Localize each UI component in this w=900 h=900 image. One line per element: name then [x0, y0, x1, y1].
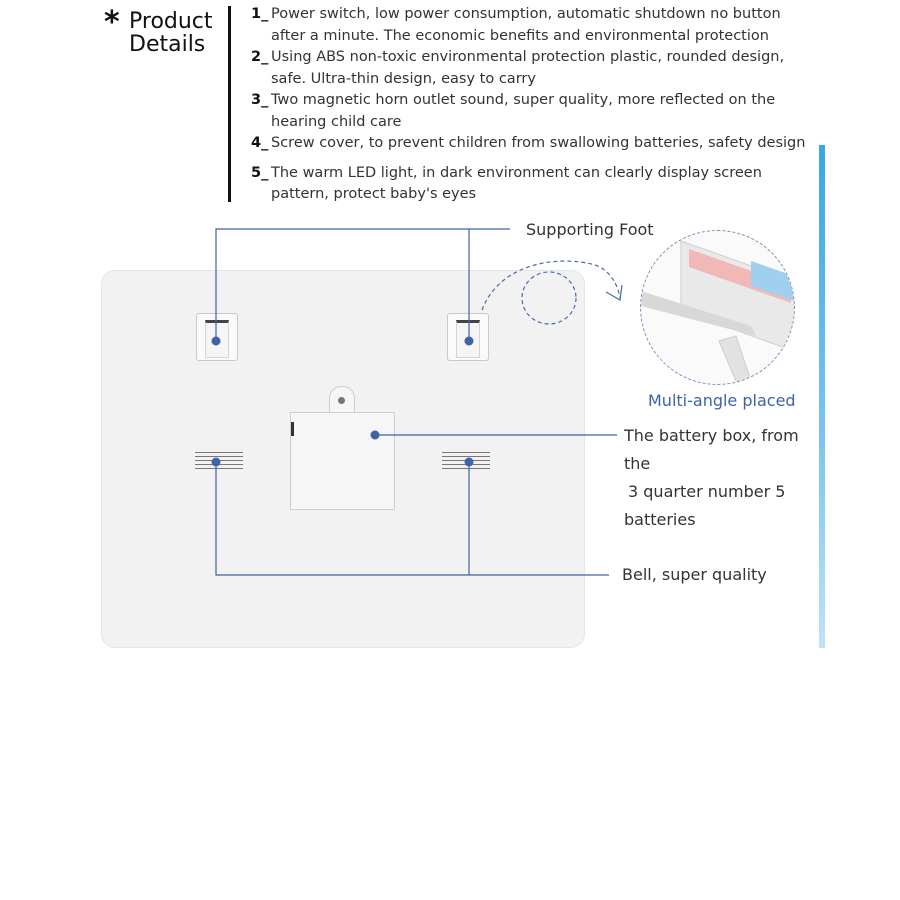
detail-number: 5_ — [251, 164, 269, 181]
callout-line-bell-left — [216, 462, 609, 575]
callout-dot-foot-left — [212, 337, 221, 346]
detail-text: The warm LED light, in dark environment can clearly display screen pattern, protect baby's eyes — [271, 164, 762, 202]
callout-line-foot-left — [216, 229, 510, 341]
detail-number: 3_ — [251, 92, 269, 108]
callout-dot-bell-right — [465, 458, 474, 467]
detail-text: Two magnetic horn outlet sound, super quality, more reflected on the hearing child care — [271, 92, 776, 130]
label-bell: Bell, super quality — [622, 565, 767, 584]
callout-dot-bell-left — [212, 458, 221, 467]
battery-label-line-3: batteries — [624, 510, 696, 529]
zoom-source-circle — [522, 272, 576, 324]
detail-number: 4_ — [251, 135, 269, 151]
detail-number: 1_ — [251, 6, 269, 22]
label-battery-box — [624, 422, 829, 534]
heading-line-1: Product — [129, 9, 213, 34]
callout-dot-foot-right — [465, 337, 474, 346]
callout-dot-battery — [371, 431, 380, 440]
detail-text: Using ABS non-toxic environmental protection plastic, rounded design, safe. Ultra-thin design, easy to carry — [271, 49, 785, 87]
zoom-arrow-path — [482, 261, 620, 310]
asterisk-icon: * — [104, 5, 120, 40]
label-multi-angle: Multi-angle placed — [648, 391, 796, 410]
detail-number: 2_ — [251, 49, 269, 65]
battery-label-line-2: 3 quarter number 5 — [628, 482, 786, 501]
label-supporting-foot: Supporting Foot — [526, 220, 654, 239]
detail-text: Screw cover, to prevent children from swallowing batteries, safety design — [271, 135, 806, 151]
battery-label-line-1: The battery box, from the — [624, 426, 799, 473]
detail-text: Power switch, low power consumption, automatic shutdown no button after a minute. The economic benefits and environmental protection — [271, 6, 781, 44]
heading-line-2: Details — [129, 32, 206, 57]
